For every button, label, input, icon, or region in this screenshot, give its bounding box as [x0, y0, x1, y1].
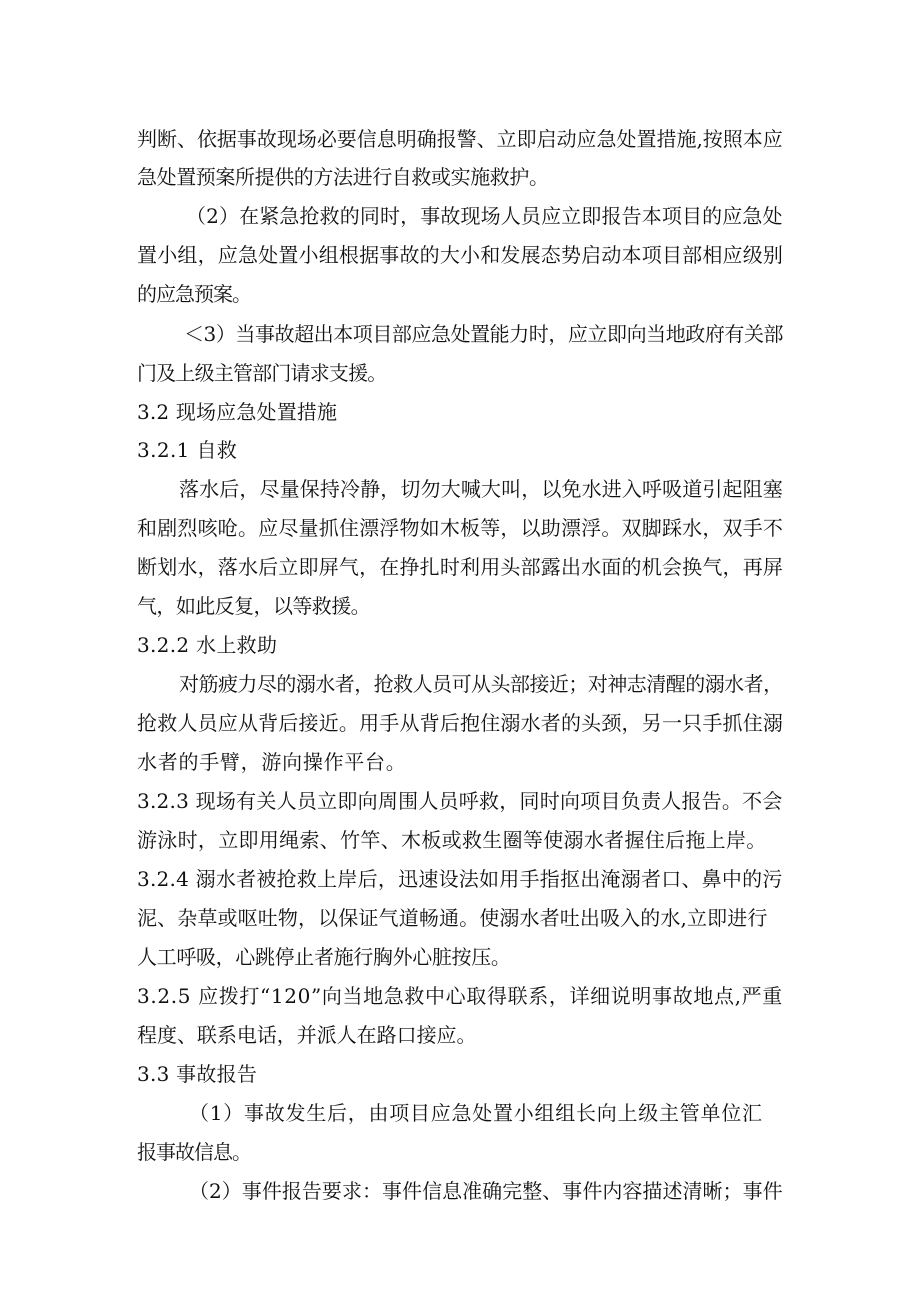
text-line-28: （2）事件报告要求：事件信息准确完整、事件内容描述清晰；事件 — [189, 1179, 783, 1203]
text-line-17: 水者的手臂，游向操作平台。 — [137, 750, 407, 774]
text-line-6: ＜3）当事故超出本项目部应急处置能力时，应立即向当地政府有关部 — [184, 322, 784, 346]
text-line-1: 判断、依据事故现场必要信息明确报警、立即启动应急处置措施,按照本应 — [137, 127, 783, 151]
text-line-19: 游泳时，立即用绳索、竹竿、木板或救生圈等使溺水者握住后拖上岸。 — [137, 828, 767, 852]
text-line-2: 急处置预案所提供的方法进行自救或实施救护。 — [137, 165, 549, 189]
section-heading-3-2-1: 3.2.1 自救 — [137, 438, 238, 462]
text-line-10: 落水后，尽量保持冷静，切勿大喊大叫，以免水进入呼吸道引起阻塞 — [179, 477, 783, 501]
text-line-27: 报事故信息。 — [137, 1140, 251, 1164]
text-line-5: 的应急预案。 — [137, 282, 251, 306]
text-line-21: 泥、杂草或呕吐物，以保证气道畅通。使溺水者吐出吸入的水,立即进行 — [137, 906, 768, 930]
text-line-7: 门及上级主管部门请求支援。 — [137, 361, 387, 385]
section-heading-3-3: 3.3 事故报告 — [137, 1062, 258, 1086]
section-heading-3-2: 3.2 现场应急处置措施 — [137, 400, 338, 424]
text-line-23: 3.2.5 应拨打“120”向当地急救中心取得联系，详细说明事故地点,严重 — [137, 984, 783, 1008]
text-line-26: （1）事故发生后，由项目应急处置小组组长向上级主管单位汇 — [189, 1101, 763, 1125]
text-line-3: （2）在紧急抢救的同时，事故现场人员应立即报告本项目的应急处 — [186, 204, 783, 228]
text-line-24: 程度、联系电话，并派人在路口接应。 — [137, 1023, 477, 1047]
text-line-22: 人工呼吸，心跳停止者施行胸外心脏按压。 — [137, 945, 511, 969]
text-line-16: 抢救人员应从背后接近。用手从背后抱住溺水者的头颈，另一只手抓住溺 — [137, 711, 784, 735]
text-line-18: 3.2.3 现场有关人员立即向周围人员呼救，同时向项目负责人报告。不会 — [137, 789, 783, 813]
text-line-13: 气，如此反复，以等救援。 — [137, 594, 371, 618]
text-line-15: 对筋疲力尽的溺水者，抢救人员可从头部接近；对神志清醒的溺水者， — [179, 672, 783, 696]
text-line-4: 置小组，应急处置小组根据事故的大小和发展态势启动本项目部相应级别 — [137, 243, 784, 267]
text-line-12: 断划水，落水后立即屏气，在挣扎时利用头部露出水面的机会换气，再屏 — [137, 555, 784, 579]
text-line-11: 和剧烈咳呛。应尽量抓住漂浮物如木板等，以助漂浮。双脚踩水，双手不 — [137, 516, 784, 540]
section-heading-3-2-2: 3.2.2 水上救助 — [137, 633, 278, 657]
text-line-20: 3.2.4 溺水者被抢救上岸后，迅速设法如用手指抠出淹溺者口、鼻中的污 — [137, 867, 783, 891]
